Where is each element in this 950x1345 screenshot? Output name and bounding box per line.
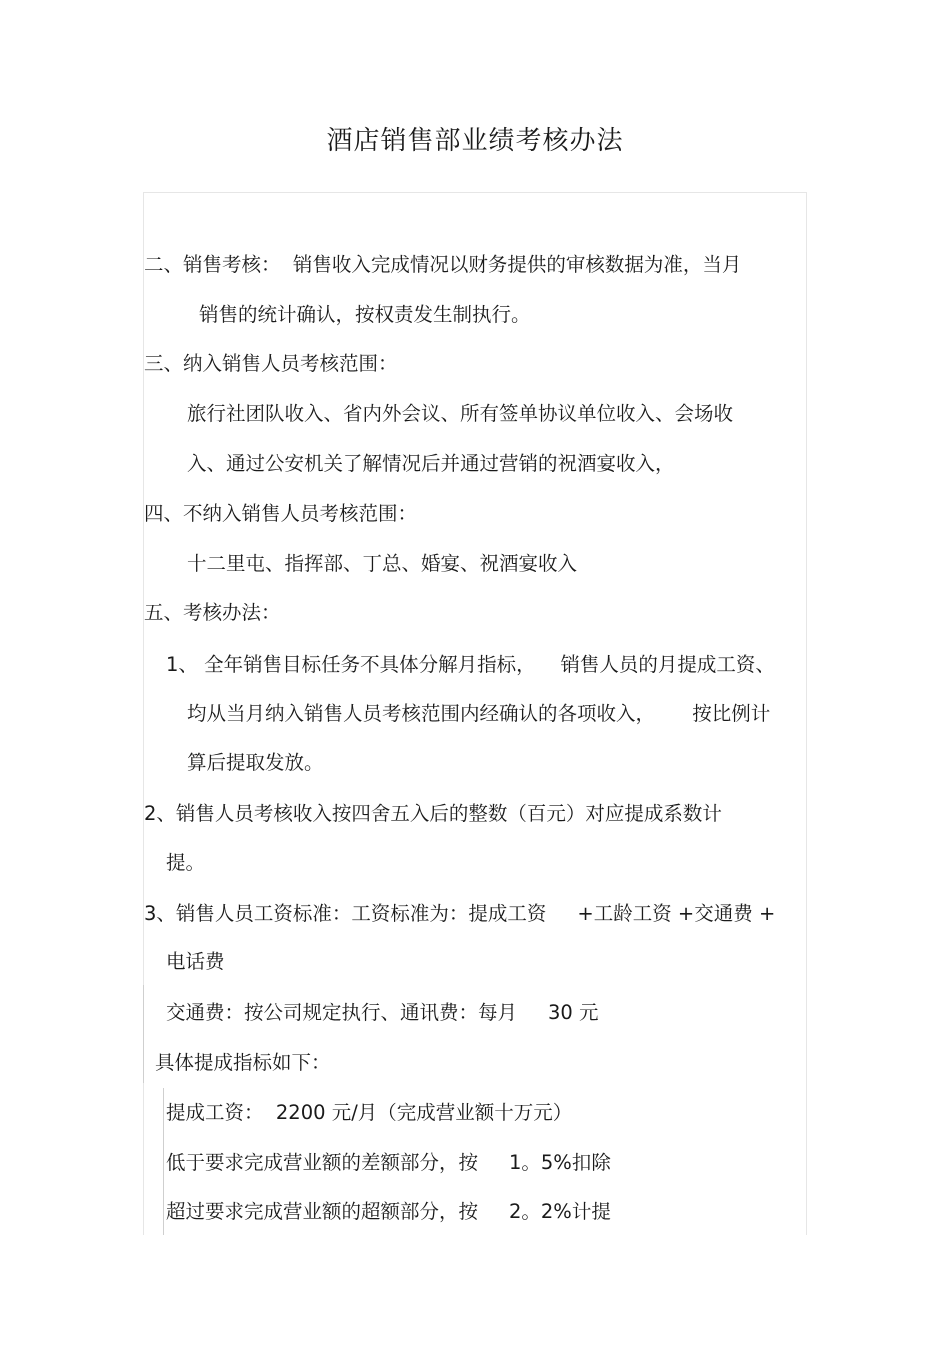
item-1-line-1: 1、 全年销售目标任务不具体分解月指标， 销售人员的月提成工资、 bbox=[166, 653, 775, 676]
transport-fee-line: 交通费：按公司规定执行、通讯费：每月 30 元 bbox=[166, 1001, 599, 1024]
item-3-line-1: 3、销售人员工资标准：工资标准为：提成工资 +工龄工资 +交通费 + bbox=[144, 902, 776, 925]
section-2-continuation: 销售的统计确认，按权责发生制执行。 bbox=[199, 303, 531, 326]
document-title: 酒店销售部业绩考核办法 bbox=[326, 126, 624, 156]
section-3-heading: 三、纳入销售人员考核范围： bbox=[144, 352, 398, 375]
left-rule-1 bbox=[143, 985, 144, 1083]
item-2-line-2: 提。 bbox=[166, 851, 206, 874]
commission-line-1: 提成工资： 2200 元/月（完成营业额十万元） bbox=[166, 1101, 573, 1124]
section-4-text: 十二里屯、指挥部、丁总、婚宴、祝酒宴收入 bbox=[187, 552, 578, 575]
item-3-line-2: 电话费 bbox=[166, 950, 225, 973]
item-2-line-1: 2、销售人员考核收入按四舍五入后的整数（百元）对应提成系数计 bbox=[144, 802, 722, 825]
commission-heading: 具体提成指标如下： bbox=[155, 1051, 331, 1074]
commission-line-2: 低于要求完成营业额的差额部分，按 1。5%扣除 bbox=[166, 1151, 611, 1174]
left-rule-2 bbox=[163, 1088, 164, 1235]
section-3-text-1: 旅行社团队收入、省内外会议、所有签单协议单位收入、会场收 bbox=[187, 402, 734, 425]
section-5-heading: 五、考核办法： bbox=[144, 601, 281, 624]
section-4-heading: 四、不纳入销售人员考核范围： bbox=[144, 502, 418, 525]
section-2-heading: 二、销售考核： 销售收入完成情况以财务提供的审核数据为准，当月 bbox=[144, 253, 742, 276]
item-1-line-3: 算后提取发放。 bbox=[187, 751, 324, 774]
item-1-line-2: 均从当月纳入销售人员考核范围内经确认的各项收入， 按比例计 bbox=[187, 702, 771, 725]
section-3-text-2: 入、通过公安机关了解情况后并通过营销的祝酒宴收入， bbox=[187, 452, 675, 475]
commission-line-3: 超过要求完成营业额的超额部分，按 2。2%计提 bbox=[166, 1200, 611, 1223]
